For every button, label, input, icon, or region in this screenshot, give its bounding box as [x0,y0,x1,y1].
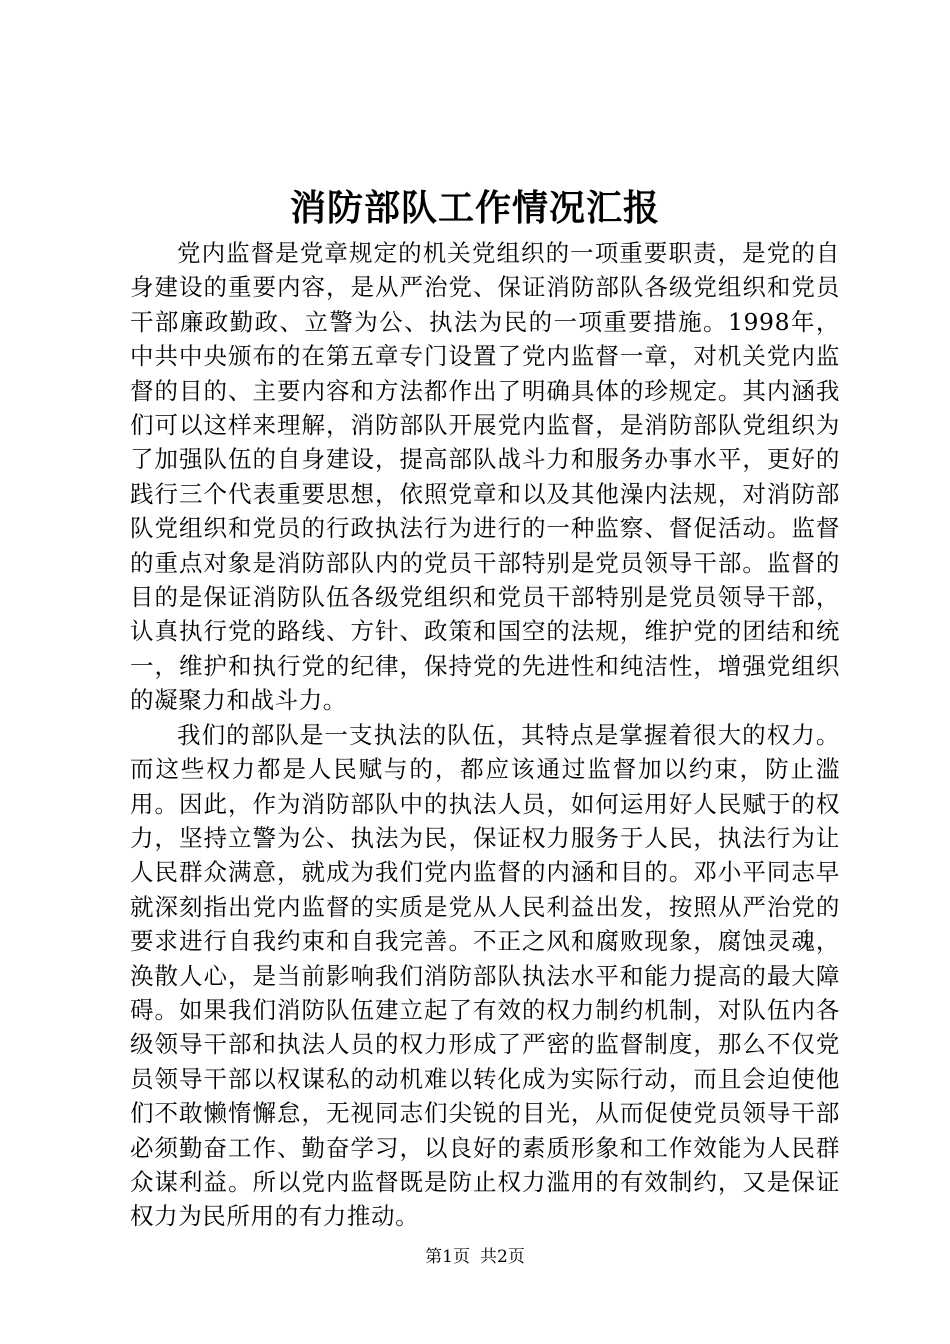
page-footer [0,1245,950,1269]
page-count: 共2页 [480,1247,525,1267]
paragraph: 我们的部队是一支执法的队伍，其特点是掌握着很大的权力。而这些权力都是人民赋与的，都应该通过监督加以约束，防止滥用。因此，作为消防部队中的执法人员，如何运用好人民赋于的权力，坚持立警为公、执法为民，保证权力服务于人民，执法行为让人民群众满意，就成为我们党内监督的内涵和目的。邓小平同志早就深刻指出党内监督的实质是党从人民利益出发，按照从严治党的要求进行自我约束和自我完善。不正之风和腐败现象，腐蚀灵魂，涣散人心，是当前影响我们消防部队执法水平和能力提高的最大障碍。如果我们消防队伍建立起了有效的权力制约机制，对队伍内各级领导干部和执法人员的权力形成了严密的监督制度，那么不仅党员领导干部以权谋私的动机难以转化成为实际行动，而且会迫使他们不敢懒惰懈怠，无视同志们尖锐的目光，从而促使党员领导干部必须勤奋工作、勤奋学习，以良好的素质形象和工作效能为人民群众谋利益。所以党内监督既是防止权力滥用的有效制约，又是保证权力为民所用的有力推动。 [130,720,840,1231]
document-body [130,236,840,1234]
paragraph: 党内监督是党章规定的机关党组织的一项重要职责，是党的自身建设的重要内容，是从严治党、保证消防部队各级党组织和党员干部廉政勤政、立警为公、执法为民的一项重要措施。1998年，中共中央颁布的在第五章专门设置了党内监督一章，对机关党内监督的目的、主要内容和方法都作出了明确具体的珍规定。其内涵我们可以这样来理解，消防部队开展党内监督，是消防部队党组织为了加强队伍的自身建设，提高部队战斗力和服务办事水平，更好的践行三个代表重要思想，依照党章和以及其他澡内法规，对消防部队党组织和党员的行政执法行为进行的一种监察、督促活动。监督的重点对象是消防部队内的党员干部特别是党员领导干部。监督的目的是保证消防队伍各级党组织和党员干部特别是党员领导干部，认真执行党的路线、方针、政策和国空的法规，维护党的团结和统一，维护和执行党的纪律，保持党的先进性和纯洁性，增强党组织的凝聚力和战斗力。 [130,239,840,715]
page-number: 第1页 [425,1247,470,1267]
document-title: 消防部队工作情况汇报 [289,187,660,229]
